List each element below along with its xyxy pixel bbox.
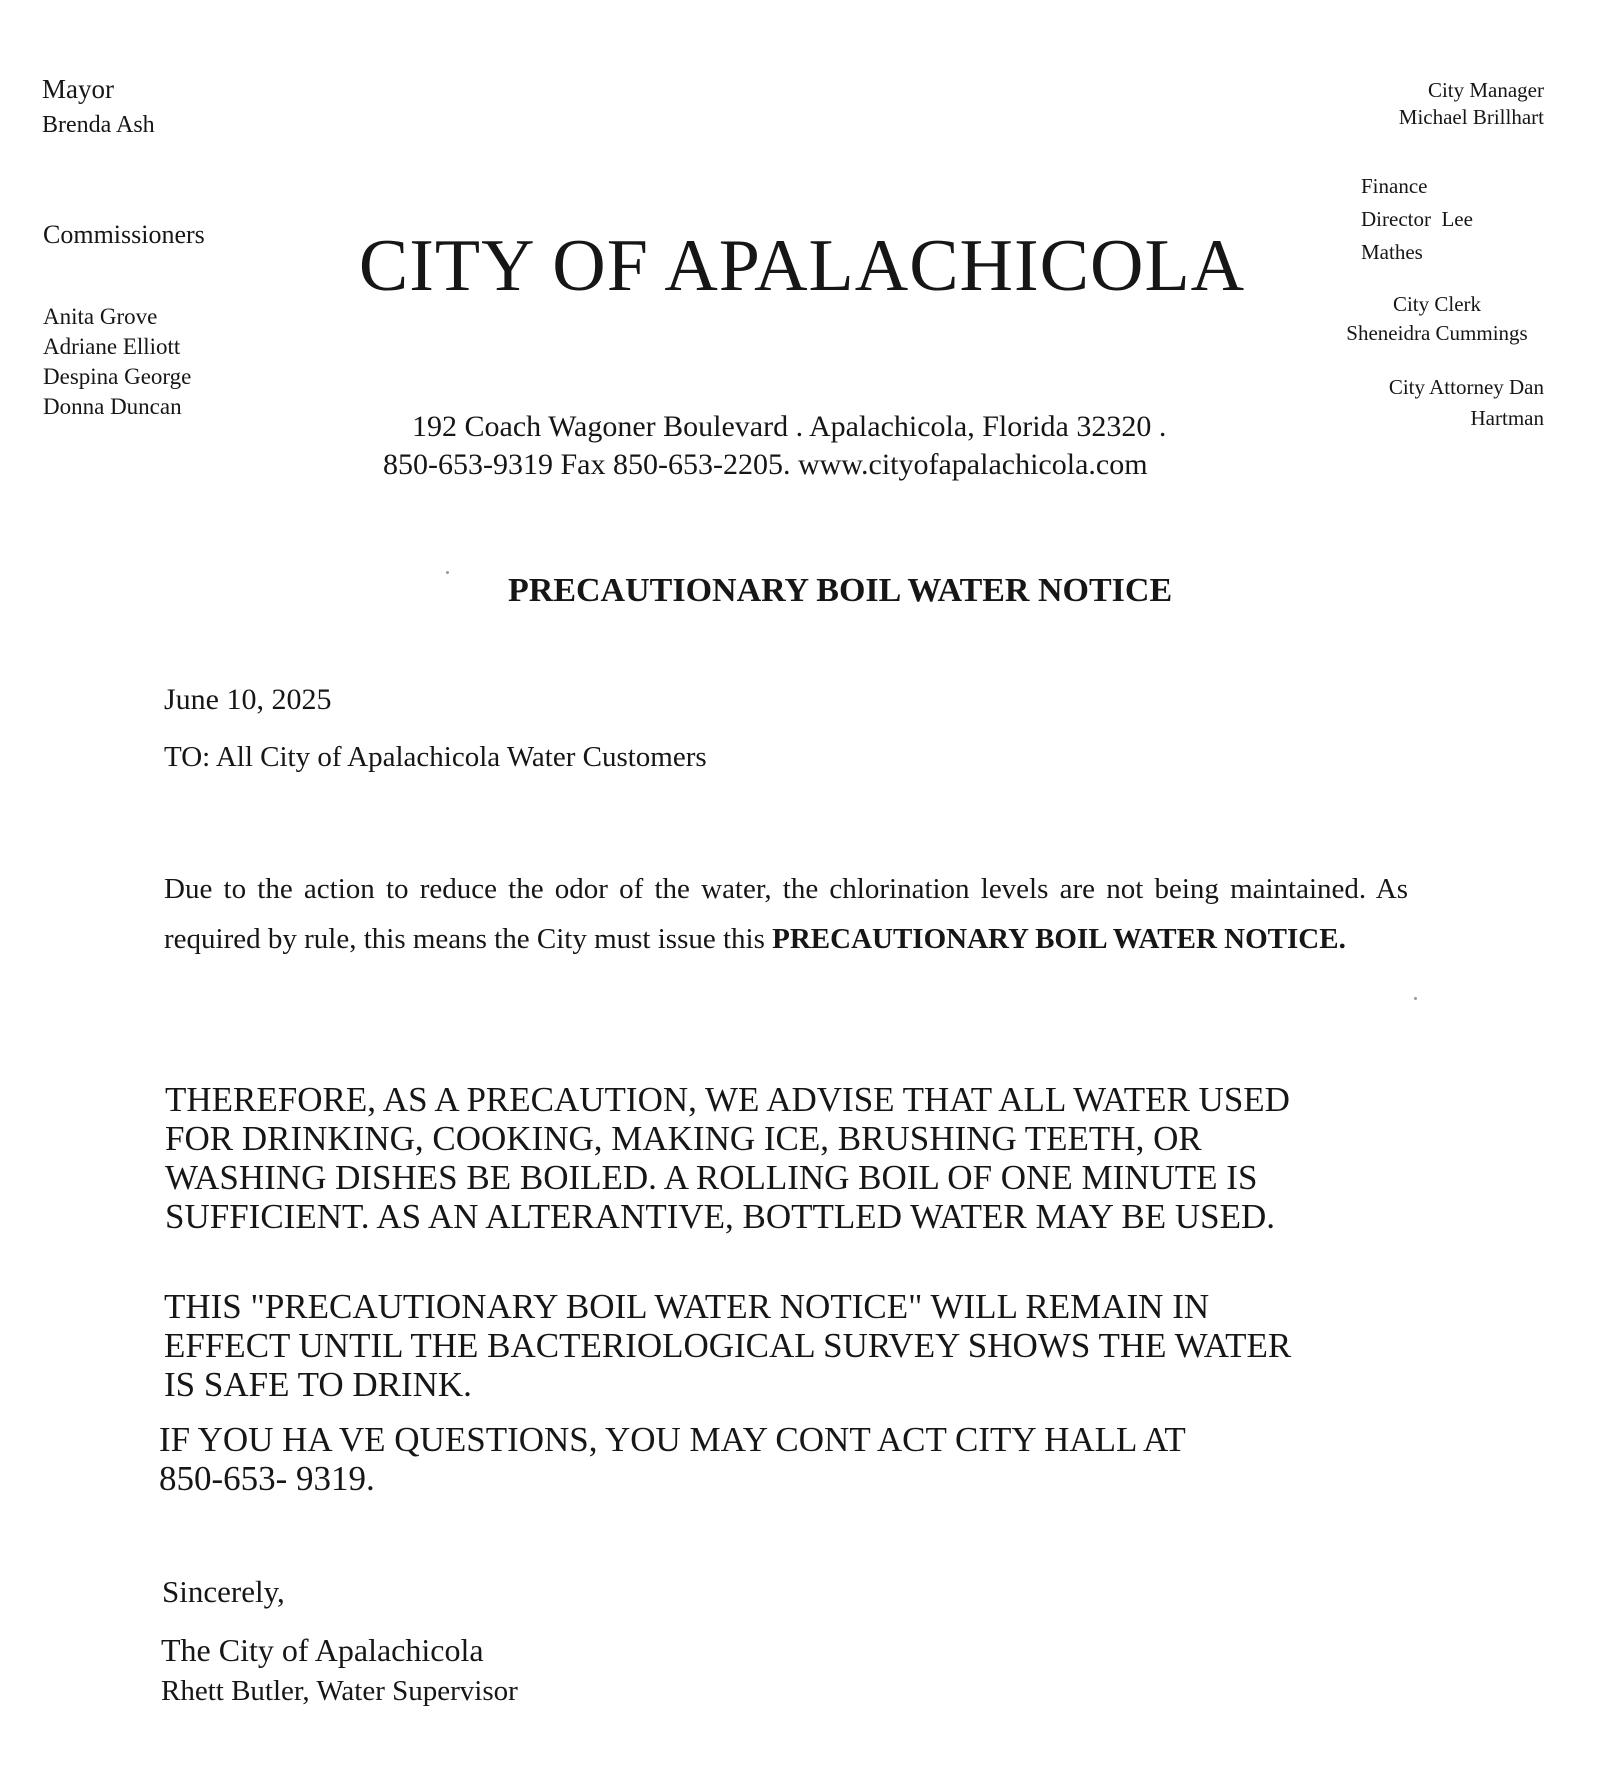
city-clerk-title: City Clerk — [1392, 292, 1482, 316]
city-name-heading — [0, 224, 1604, 309]
recipient-line: TO: All City of Apalachicola Water Customers — [164, 741, 707, 773]
reason-bold-text: PRECAUTIONARY BOIL WATER NOTICE. — [772, 923, 1346, 955]
commissioner-name: Donna Duncan — [43, 394, 182, 419]
scan-speck — [446, 571, 449, 574]
city-attorney-block — [1389, 372, 1544, 434]
finance-line: Director Lee — [1361, 207, 1473, 231]
city-manager-name: Michael Brillhart — [1398, 105, 1544, 129]
city-manager-title: City Manager — [1427, 78, 1544, 102]
duration-line: THIS "PRECAUTIONARY BOIL WATER NOTICE" WILL REMAIN IN — [164, 1287, 1210, 1326]
advisory-line: SUFFICIENT. AS AN ALTERANTIVE, BOTTLED WATER MAY BE USED. — [165, 1197, 1276, 1236]
mayor-name: Brenda Ash — [42, 112, 155, 138]
duration-line: EFFECT UNTIL THE BACTERIOLOGICAL SURVEY SHOWS THE WATER — [164, 1326, 1292, 1365]
duration-paragraph — [164, 1287, 1291, 1404]
commissioners-list — [43, 302, 191, 422]
signature-organization: The City of Apalachicola — [161, 1632, 484, 1668]
reason-text: Due to the action to reduce the odor of the water, the chlorination levels are not being maintained. As required by rule, this means the City must issue this — [164, 873, 1408, 955]
commissioners-title: Commissioners — [43, 220, 205, 249]
city-attorney-line: City Attorney Dan — [1388, 375, 1544, 399]
finance-line: Finance — [1361, 174, 1428, 198]
city-attorney-line: Hartman — [1470, 406, 1544, 430]
questions-paragraph — [159, 1420, 1186, 1498]
advisory-line: WASHING DISHES BE BOILED. A ROLLING BOIL OF ONE MINUTE IS — [165, 1158, 1258, 1197]
city-name-text: CITY OF APALACHICOLA — [358, 225, 1246, 307]
commissioner-name: Anita Grove — [43, 304, 158, 329]
advisory-line: FOR DRINKING, COOKING, MAKING ICE, BRUSHING TEETH, OR — [165, 1119, 1202, 1158]
questions-line: 850-653- 9319. — [159, 1459, 375, 1498]
commissioner-name: Despina George — [43, 364, 192, 389]
address-line: 192 Coach Wagoner Boulevard . Apalachicola, Florida 32320 . — [412, 410, 1167, 443]
reason-paragraph — [164, 864, 1408, 964]
notice-heading: PRECAUTIONARY BOIL WATER NOTICE — [508, 572, 1173, 609]
mayor-title: Mayor — [42, 74, 114, 104]
questions-line: IF YOU HA VE QUESTIONS, YOU MAY CONT ACT CITY HALL AT — [159, 1420, 1186, 1459]
advisory-line: THEREFORE, AS A PRECAUTION, WE ADVISE THAT ALL WATER USED — [165, 1080, 1290, 1119]
closing: Sincerely, — [162, 1574, 285, 1609]
contact-line: 850-653-9319 Fax 850-653-2205. www.cityofapalachicola.com — [383, 448, 1148, 481]
advisory-paragraph — [165, 1080, 1290, 1236]
finance-line: Mathes — [1361, 240, 1423, 264]
signature-name: Rhett Butler, Water Supervisor — [161, 1675, 518, 1707]
city-manager-block — [1399, 77, 1544, 131]
scan-speck — [1414, 997, 1417, 1000]
duration-line: IS SAFE TO DRINK. — [164, 1365, 472, 1404]
city-clerk-name: Sheneidra Cummings — [1346, 321, 1528, 345]
commissioner-name: Adriane Elliott — [43, 334, 181, 359]
notice-date: June 10, 2025 — [164, 683, 332, 716]
